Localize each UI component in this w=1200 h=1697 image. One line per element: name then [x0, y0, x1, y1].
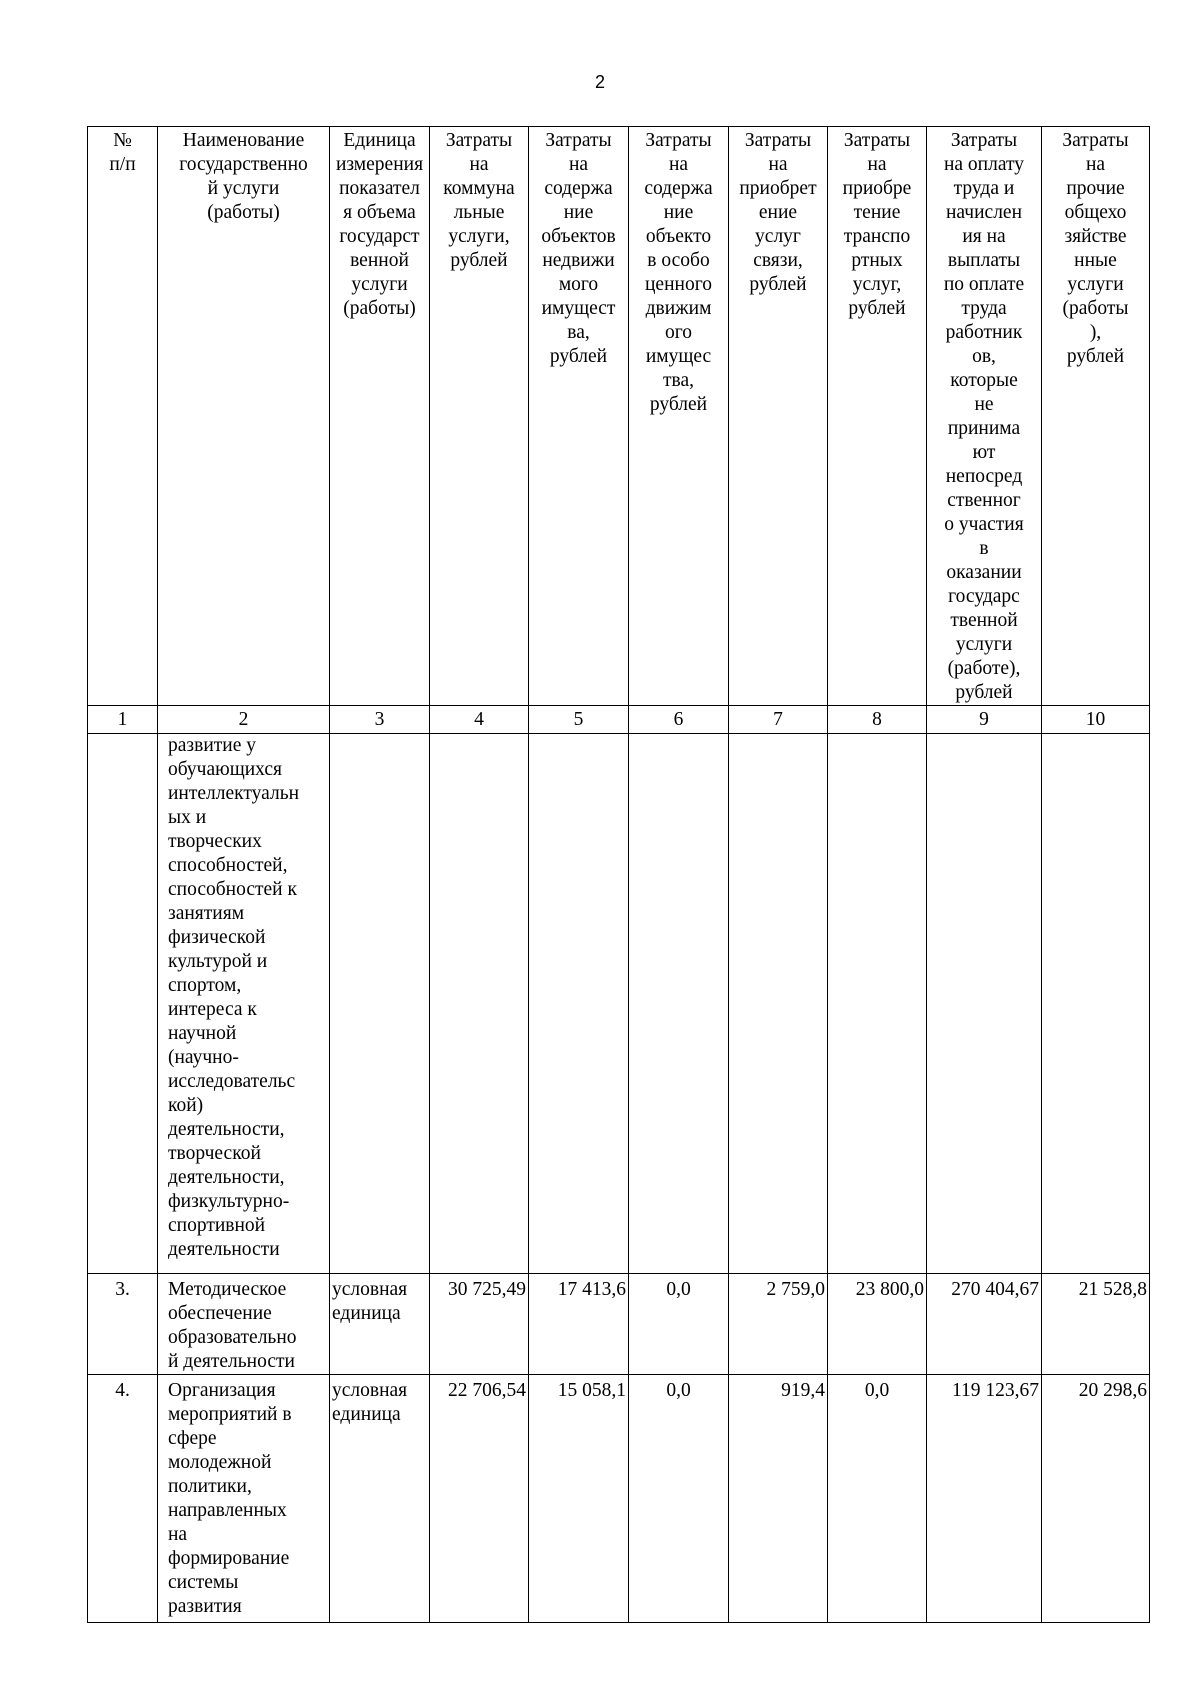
header-service-name: Наименование государственно й услуги (работы) — [158, 127, 330, 706]
column-number: 5 — [529, 706, 629, 734]
service-name: развитие у обучающихся интеллектуальн ых и творческих способностей, способностей к занятиям физической культурой и спортом, интереса к научной (научно- исследовательс кой) деятельности, творческой деятельности, физкультурно- спортивной деятельности — [158, 734, 330, 1274]
real-estate-cell: 17 413,6 — [529, 1274, 629, 1375]
other-cell — [1042, 734, 1150, 1274]
movable-property-cell: 0,0 — [629, 1375, 729, 1623]
communications-cell: 2 759,0 — [729, 1274, 828, 1375]
header-communications: Затраты на приобрет ение услуг связи, рублей — [729, 127, 828, 706]
communications-cell — [729, 734, 828, 1274]
cost-table — [87, 126, 1150, 1623]
unit-cell — [330, 734, 430, 1274]
row-number — [88, 734, 158, 1274]
other-cell: 20 298,6 — [1042, 1375, 1150, 1623]
column-number: 10 — [1042, 706, 1150, 734]
transport-cell — [828, 734, 927, 1274]
real-estate-cell: 15 058,1 — [529, 1375, 629, 1623]
header-other: Затраты на прочие общехо зяйстве нные услуги (работы ), рублей — [1042, 127, 1150, 706]
salaries-cell: 270 404,67 — [927, 1274, 1042, 1375]
header-unit: Единица измерения показател я объема государст венной услуги (работы) — [330, 127, 430, 706]
table-row — [88, 734, 1150, 1274]
service-name: Организация мероприятий в сфере молодежной политики, направленных на формирование системы развития — [158, 1375, 330, 1623]
column-number: 6 — [629, 706, 729, 734]
column-number: 9 — [927, 706, 1042, 734]
utilities-cell: 22 706,54 — [430, 1375, 529, 1623]
table-row — [88, 1375, 1150, 1623]
column-number: 7 — [729, 706, 828, 734]
communications-cell: 919,4 — [729, 1375, 828, 1623]
column-number: 4 — [430, 706, 529, 734]
unit-cell: условная единица — [330, 1375, 430, 1623]
salaries-cell — [927, 734, 1042, 1274]
service-name: Методическое обеспечение образовательно й деятельности — [158, 1274, 330, 1375]
page-number: 2 — [594, 72, 605, 92]
row-number: 3. — [88, 1274, 158, 1375]
movable-property-cell: 0,0 — [629, 1274, 729, 1375]
unit-cell: условная единица — [330, 1274, 430, 1375]
header-number: № п/п — [88, 127, 158, 706]
real-estate-cell — [529, 734, 629, 1274]
header-salaries: Затраты на оплату труда и начислен ия на выплаты по оплате труда работник ов, которые не принима ют непосред ственног о участия в оказании государс твенной услуги (работе), рублей — [927, 127, 1042, 706]
column-number: 2 — [158, 706, 330, 734]
utilities-cell: 30 725,49 — [430, 1274, 529, 1375]
other-cell: 21 528,8 — [1042, 1274, 1150, 1375]
table-row — [88, 1274, 1150, 1375]
utilities-cell — [430, 734, 529, 1274]
row-number: 4. — [88, 1375, 158, 1623]
header-real-estate: Затраты на содержа ние объектов недвижи мого имущест ва, рублей — [529, 127, 629, 706]
header-movable-property: Затраты на содержа ние объекто в особо ценного движим ого имущес тва, рублей — [629, 127, 729, 706]
column-number: 8 — [828, 706, 927, 734]
movable-property-cell — [629, 734, 729, 1274]
column-number: 1 — [88, 706, 158, 734]
header-row — [88, 127, 1150, 706]
transport-cell: 0,0 — [828, 1375, 927, 1623]
header-utilities: Затраты на коммуна льные услуги, рублей — [430, 127, 529, 706]
column-number: 3 — [330, 706, 430, 734]
salaries-cell: 119 123,67 — [927, 1375, 1042, 1623]
header-transport: Затраты на приобре тение транспо ртных услуг, рублей — [828, 127, 927, 706]
column-number-row — [88, 706, 1150, 734]
transport-cell: 23 800,0 — [828, 1274, 927, 1375]
